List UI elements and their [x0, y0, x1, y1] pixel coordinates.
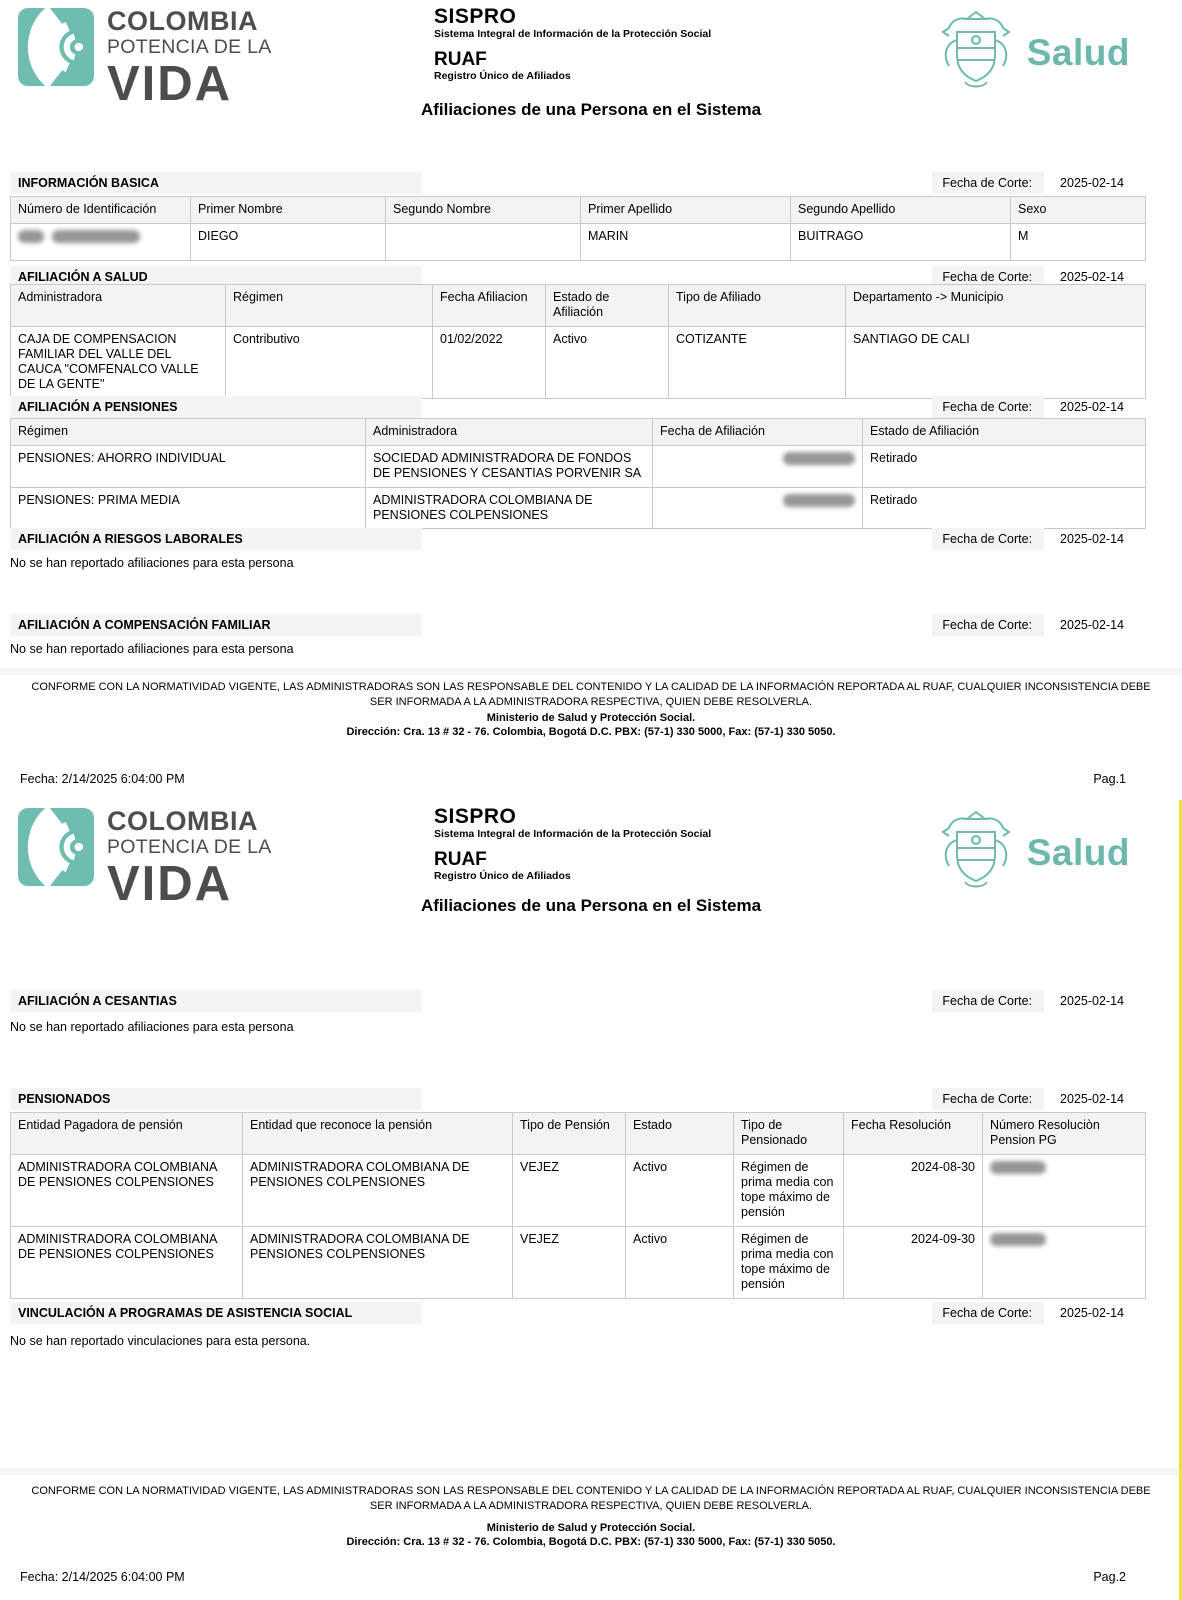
fecha-corte-label: Fecha de Corte: [932, 528, 1044, 550]
colombia-logo [18, 8, 272, 109]
empty-message: No se han reportado vinculaciones para esta persona. [10, 1334, 311, 1348]
section-asistencia [10, 1302, 1124, 1324]
ruaf-subtitle: Registro Único de Afiliados [434, 69, 571, 82]
fecha-corte-value: 2025-02-14 [1060, 1092, 1124, 1106]
cell-entidad-pagadora: ADMINISTRADORA COLOMBIANA DE PENSIONES COLPENSIONES [11, 1226, 243, 1298]
logo-line3: VIDA [107, 856, 233, 911]
footer-direccion: Dirección: Cra. 13 # 32 - 76. Colombia, Bogotá D.C. PBX: (57-1) 330 5000, Fax: (57-1) 330 5050. [346, 726, 836, 738]
cell-regimen: PENSIONES: PRIMA MEDIA [11, 487, 366, 529]
col-header: Tipo de Afiliado [669, 285, 846, 327]
cell-fecha-resolucion: 2024-08-30 [844, 1154, 983, 1226]
table-header-row [11, 1113, 1146, 1155]
fecha-corte-label: Fecha de Corte: [932, 396, 1044, 418]
footer-ministerio: Ministerio de Salud y Protección Social. [486, 1522, 696, 1534]
cell-entidad-reconoce: ADMINISTRADORA COLOMBIANA DE PENSIONES COLPENSIONES [243, 1226, 513, 1298]
cell-sexo: M [1011, 224, 1146, 261]
col-header: Estado [626, 1113, 734, 1155]
page-title: Afiliaciones de una Persona en el Sistema [420, 896, 762, 915]
sispro-subtitle: Sistema Integral de Información de la Protección Social [434, 28, 712, 40]
fecha-de-corte [932, 1302, 1124, 1324]
col-header: Estado de Afiliación [546, 285, 669, 327]
salud-label: Salud [1026, 832, 1130, 873]
footer-ministerio: Ministerio de Salud y Protección Social. [486, 712, 696, 724]
section-title: INFORMACIÓN BASICA [10, 172, 422, 194]
salud-label: Salud [1026, 32, 1130, 73]
table-row [11, 224, 1146, 261]
col-header: Segundo Nombre [386, 197, 581, 224]
sispro-ruaf-block [434, 6, 711, 81]
cell-entidad-pagadora: ADMINISTRADORA COLOMBIANA DE PENSIONES COLPENSIONES [11, 1154, 243, 1226]
cell-administradora: CAJA DE COMPENSACION FAMILIAR DEL VALLE DEL CAUCA "COMFENALCO VALLE DE LA GENTE" [11, 326, 226, 398]
table-header-row [11, 197, 1146, 224]
table-row [11, 1226, 1146, 1298]
empty-message: No se han reportado afiliaciones para esta persona [10, 642, 294, 656]
report-page-2 [0, 800, 1182, 1600]
footer-direccion: Dirección: Cra. 13 # 32 - 76. Colombia, Bogotá D.C. PBX: (57-1) 330 5000, Fax: (57-1) 330 5050. [346, 1536, 836, 1548]
fecha-corte-value: 2025-02-14 [1060, 994, 1124, 1008]
col-header: Sexo [1011, 197, 1146, 224]
fecha-de-corte [932, 990, 1124, 1012]
cell-estado: Activo [626, 1226, 734, 1298]
fecha-corte-label: Fecha de Corte: [932, 1302, 1044, 1324]
footer-disclaimer: CONFORME CON LA NORMATIVIDAD VIGENTE, LAS ADMINISTRADORAS SON LAS RESPONSABLE DEL CONTENIDO Y LA CALIDAD DE LA INFORMACIÓN REPORTADA AL RUAF, CUALQUIER INCONSISTENCIA DEBE SER INFORMADA A LA ADMINISTRADORA RESPECTIVA, QUIEN DEBE RESOLVERLA. [31, 681, 1151, 708]
col-header: Departamento -> Municipio [846, 285, 1146, 327]
colombia-logo-icon [18, 808, 94, 886]
section-cesantias [10, 990, 1124, 1012]
page-footer [20, 1570, 1126, 1584]
fecha-corte-label: Fecha de Corte: [932, 266, 1044, 288]
section-info-basica [10, 172, 1124, 194]
colombia-logo-text [107, 808, 272, 909]
cell-administradora: SOCIEDAD ADMINISTRADORA DE FONDOS DE PENSIONES Y CESANTIAS PORVENIR SA [366, 446, 653, 488]
empty-message: No se han reportado afiliaciones para esta persona [10, 556, 294, 570]
cell-segundo-nombre [386, 224, 581, 261]
col-header: Administradora [366, 419, 653, 446]
table-row [11, 326, 1146, 398]
table-row [11, 1154, 1146, 1226]
col-header: Primer Nombre [191, 197, 386, 224]
separator-band [0, 668, 1182, 675]
section-title: AFILIACIÓN A COMPENSACIÓN FAMILIAR [10, 614, 422, 636]
col-header: Primer Apellido [581, 197, 791, 224]
cell-numero-identificacion [11, 224, 191, 261]
cell-primer-nombre: DIEGO [191, 224, 386, 261]
col-header: Número de Identificación [11, 197, 191, 224]
cell-regimen: Contributivo [226, 326, 433, 398]
cell-entidad-reconoce: ADMINISTRADORA COLOMBIANA DE PENSIONES COLPENSIONES [243, 1154, 513, 1226]
table-row [11, 446, 1146, 488]
table-row [11, 487, 1146, 529]
cell-tipo-pensionado: Régimen de prima media con tope máximo de pensión [734, 1154, 844, 1226]
section-compensacion [10, 614, 1124, 636]
cell-tipo-afiliado: COTIZANTE [669, 326, 846, 398]
colombia-logo-icon [18, 8, 94, 86]
separator-band [0, 1468, 1182, 1475]
cell-segundo-apellido: BUITRAGO [791, 224, 1011, 261]
info-basica-table [10, 196, 1146, 261]
footer-fecha: Fecha: 2/14/2025 6:04:00 PM [20, 772, 185, 786]
page-number: Pag.2 [1093, 1570, 1126, 1584]
section-pensiones [10, 396, 1124, 418]
logo-line1: COLOMBIA [107, 6, 258, 36]
cell-numero-resolucion [983, 1154, 1146, 1226]
logo-line2: POTENCIA DE LA [107, 36, 272, 58]
cell-tipo-pension: VEJEZ [513, 1154, 626, 1226]
fecha-de-corte [932, 172, 1124, 194]
page-title: Afiliaciones de una Persona en el Sistema [420, 100, 762, 119]
redacted-value [783, 452, 855, 465]
fecha-de-corte [932, 528, 1124, 550]
fecha-corte-value: 2025-02-14 [1060, 1306, 1124, 1320]
cell-administradora: ADMINISTRADORA COLOMBIANA DE PENSIONES COLPENSIONES [366, 487, 653, 529]
empty-message: No se han reportado afiliaciones para esta persona [10, 1020, 294, 1034]
col-header: Régimen [11, 419, 366, 446]
cell-fecha-afiliacion: 01/02/2022 [433, 326, 546, 398]
cell-estado: Retirado [863, 487, 1146, 529]
pensionados-table [10, 1112, 1146, 1299]
section-title: VINCULACIÓN A PROGRAMAS DE ASISTENCIA SOCIAL [10, 1302, 422, 1324]
cell-estado: Activo [546, 326, 669, 398]
table-header-row [11, 419, 1146, 446]
fecha-corte-label: Fecha de Corte: [932, 614, 1044, 636]
section-title: AFILIACIÓN A PENSIONES [10, 396, 422, 418]
col-header: Fecha de Afiliación [653, 419, 863, 446]
fecha-corte-value: 2025-02-14 [1060, 176, 1124, 190]
salud-logo [935, 8, 1130, 98]
cell-fecha-resolucion: 2024-09-30 [844, 1226, 983, 1298]
fecha-corte-value: 2025-02-14 [1060, 532, 1124, 546]
salud-table [10, 284, 1146, 399]
col-header: Entidad que reconoce la pensión [243, 1113, 513, 1155]
sispro-title: SISPRO [434, 5, 517, 28]
cell-primer-apellido: MARIN [581, 224, 791, 261]
section-pensionados [10, 1088, 1124, 1110]
fecha-de-corte [932, 614, 1124, 636]
cell-estado: Retirado [863, 446, 1146, 488]
col-header: Segundo Apellido [791, 197, 1011, 224]
cell-fecha-afiliacion [653, 487, 863, 529]
col-header: Número Resoluciòn Pension PG [983, 1113, 1146, 1155]
logo-line2: POTENCIA DE LA [107, 836, 272, 858]
ruaf-title: RUAF [434, 48, 487, 70]
redacted-value [783, 494, 855, 507]
col-header: Administradora [11, 285, 226, 327]
col-header: Fecha Afiliacion [433, 285, 546, 327]
col-header: Régimen [226, 285, 433, 327]
sispro-title: SISPRO [434, 805, 517, 828]
colombia-logo [18, 808, 272, 909]
cell-departamento-municipio: SANTIAGO DE CALI [846, 326, 1146, 398]
redacted-value [990, 1161, 1046, 1174]
fecha-corte-label: Fecha de Corte: [932, 172, 1044, 194]
page-footer [20, 772, 1126, 786]
fecha-de-corte [932, 1088, 1124, 1110]
col-header: Estado de Afiliación [863, 419, 1146, 446]
redacted-value [990, 1233, 1046, 1246]
cell-estado: Activo [626, 1154, 734, 1226]
col-header: Tipo de Pensión [513, 1113, 626, 1155]
footer-disclaimer: CONFORME CON LA NORMATIVIDAD VIGENTE, LAS ADMINISTRADORAS SON LAS RESPONSABLE DEL CONTENIDO Y LA CALIDAD DE LA INFORMACIÓN REPORTADA AL RUAF, CUALQUIER INCONSISTENCIA DEBE SER INFORMADA A LA ADMINISTRADORA RESPECTIVA, QUIEN DEBE RESOLVERLA. [31, 1485, 1151, 1512]
sispro-ruaf-block [434, 806, 711, 881]
cell-numero-resolucion [983, 1226, 1146, 1298]
col-header: Entidad Pagadora de pensión [11, 1113, 243, 1155]
sispro-subtitle: Sistema Integral de Información de la Protección Social [434, 828, 712, 840]
pensiones-table [10, 418, 1146, 529]
colombia-logo-text [107, 8, 272, 109]
section-title: AFILIACIÓN A CESANTIAS [10, 990, 422, 1012]
fecha-corte-value: 2025-02-14 [1060, 270, 1124, 284]
cell-regimen: PENSIONES: AHORRO INDIVIDUAL [11, 446, 366, 488]
redacted-value [18, 230, 44, 243]
fecha-de-corte [932, 396, 1124, 418]
cell-tipo-pensionado: Régimen de prima media con tope máximo de pensión [734, 1226, 844, 1298]
col-header: Tipo de Pensionado [734, 1113, 844, 1155]
fecha-corte-label: Fecha de Corte: [932, 990, 1044, 1012]
fecha-corte-label: Fecha de Corte: [932, 1088, 1044, 1110]
footer-fecha: Fecha: 2/14/2025 6:04:00 PM [20, 1570, 185, 1584]
ruaf-title: RUAF [434, 848, 487, 870]
colombia-crest-icon [935, 808, 1017, 898]
section-riesgos [10, 528, 1124, 550]
section-title: AFILIACIÓN A SALUD [10, 266, 422, 288]
fecha-corte-value: 2025-02-14 [1060, 400, 1124, 414]
logo-line3: VIDA [107, 56, 233, 111]
page-number: Pag.1 [1093, 772, 1126, 786]
cell-tipo-pension: VEJEZ [513, 1226, 626, 1298]
colombia-crest-icon [935, 8, 1017, 98]
col-header: Fecha Resolución [844, 1113, 983, 1155]
salud-logo [935, 808, 1130, 898]
cell-fecha-afiliacion [653, 446, 863, 488]
page-header [18, 805, 1164, 911]
section-title: AFILIACIÓN A RIESGOS LABORALES [10, 528, 422, 550]
redacted-value [52, 230, 140, 243]
logo-line1: COLOMBIA [107, 806, 258, 836]
section-title: PENSIONADOS [10, 1088, 422, 1110]
ruaf-subtitle: Registro Único de Afiliados [434, 869, 571, 882]
fecha-corte-value: 2025-02-14 [1060, 618, 1124, 632]
table-header-row [11, 285, 1146, 327]
